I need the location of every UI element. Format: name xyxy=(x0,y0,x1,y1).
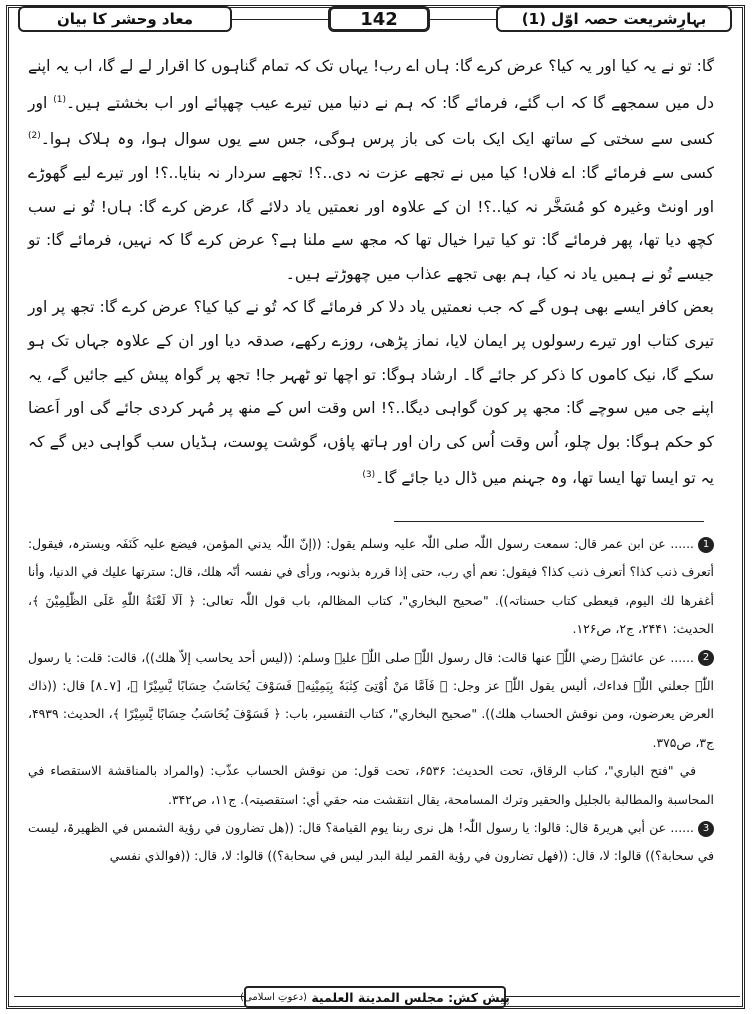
footnote-ref: (3) xyxy=(362,470,376,481)
footer-label: پیش کش: xyxy=(448,989,510,1005)
footnote-divider xyxy=(394,521,704,522)
main-text xyxy=(28,50,714,496)
chapter-title: معاد وحشر کا بیان xyxy=(18,6,232,32)
footer-org: مجلس المدینة العلمیة xyxy=(311,989,444,1005)
header-rule xyxy=(430,19,496,20)
footer-rule xyxy=(14,996,244,997)
paragraph: بعض کافر ایسے بھی ہوں گے کہ جب نعمتیں یاد دلا کر فرمائے گا کہ تُو نے کیا کیا؟ عرض کرے گا: تجھ پر اور تیری کتاب اور تیرے رسولوں پر ایمان لایا، نماز پڑھی، روزے رکھے، صدقہ دیا اور ان کے علاوہ جہاں تک ہو سکے گا، نیک کاموں کا ذکر کر جائے گا۔ ارشاد ہوگا: تو اچھا تو ٹھہر جا! تجھ پر گواہ پیش کیے جائیں گے، یہ اپنے جی میں سوچے گا: مجھ پر کون گواہی دیگا..؟! اس وقت اس کے منھ پر مُہر کردی جائے گی اور اَعضا کو حکم ہوگا: بول چلو، اُس وقت اُس کی ران اور ہاتھ پاؤں، گوشت پوست، ہڈیاں سب گواہی دیں گے کہ یہ تو ایسا تھا ایسا تھا، وہ جہنم میں ڈال دیا جائے گا۔$^{(3)}$ xyxy=(28,298,714,488)
paragraph: گا: تو نے یہ کیا اور یہ کیا؟ عرض کرے گا: ہاں اے رب! یہاں تک کہ تمام گناہوں کا اقرار لے لے گا، اب یہ اپنے دل میں سمجھے گا کہ اب گئے، فرمائے گا: کہ ہم نے دنیا میں تیرے عیب چھپائے اور اب بخشتے ہیں۔$^{(1)}$ اور کسی سے سختی کے ساتھ ایک ایک بات کی باز پرس ہوگی، جس سے یوں سوال ہوا، وہ ہلاک ہوا۔$^{(2)}$ کسی سے فرمائے گا: اے فلاں! کیا میں نے تجھے عزت نہ دی..؟! تجھے سردار نہ بنایا..؟! اور تیرے لیے گھوڑے اور اونٹ وغیرہ کو مُسَخَّر نہ کیا..؟! ان کے علاوہ اور نعمتیں یاد دلائے گا، عرض کرے گا: ہاں! تُو نے سب کچھ دیا تھا، پھر فرمائے گا: تو کیا تیرا خیال تھا کہ مجھ سے ملنا ہے؟ عرض کرے گا کہ نہیں، فرمائے گا: تو جیسے تُو نے ہمیں یاد نہ کیا، ہم بھی تجھے عذاب میں چھوڑتے ہیں۔ xyxy=(28,57,714,283)
footnote-1: 1...... عن ابن عمر قال: سمعت رسول اللّٰہ صلی اللّٰہ علیہ وسلم یقول: ((إنّ اللّٰہ یدني المؤمن، فیضع علیہ کَنَفَہ ویسترہ، فیقول: أتعرف ذنب کذا؟ أتعرف ذنب کذا؟ فیقول: نعم أي رب، حتی إذا قررہ بذنوبہ، ورأی في نفسہ أنّہ ھلك، قال: سترتھا علیك في الدنیا، وأنا أغفرھا لك الیوم، فیعطی کتاب حسناتہ)). "صحیح البخاري"، کتاب المظالم، باب قول اللّٰہ تعالی: ﴿ اَلَا لَعْنَةُ اللّٰهِ عَلَى الظّٰلِمِیْنَ ﴾، الحدیث: ۲۴۴۱، ج۲، ص۱۲۶. xyxy=(28,536,714,637)
footnote-number: 1 xyxy=(698,537,714,553)
page-number: 142 xyxy=(328,6,430,32)
footer-publisher xyxy=(240,986,510,1008)
header-rule xyxy=(232,19,328,20)
footnotes xyxy=(28,530,714,871)
footnote-2: 2...... عن عائشۃ رضي اللّٰہ عنھا قالت: قال رسول اللّٰہ صلی اللّٰہ علیہ وسلم: ((لیس أحد یحاسب إلاّ ھلك))، قالت: قلت: یا رسول اللّٰہ جعلني اللّٰہ فداءك، ألیس یقول اللّٰہ عز وجل: ﴿ فَاَمَّا مَنْ اُوْتِیَ كِتٰبَهٗ بِیَمِیْنِهٖ فَسَوْفَ یُحَاسَبُ حِسَابًا یَّسِیْرًا ﴾، [۷۔۸] قال: ((ذاك العرض یعرضون، ومن نوقش الحساب ھلك)). "صحیح البخاري"، کتاب التفسیر، باب: ﴿ فَسَوْفَ یُحَاسَبُ حِسَابًا یَّسِیْرًا ﴾، الحدیث: ۴۹۳۹، ج۳، ص۳۷۵. xyxy=(28,649,714,750)
footer-rule xyxy=(506,996,740,997)
book-title: بہارِشریعت حصہ اوّل (1) xyxy=(496,6,732,32)
footer-sub: (دعوتِ اسلامی) xyxy=(240,991,307,1003)
footnote-3: 3...... عن أبي ھریرۃ قال: قالوا: یا رسول اللّٰہ! ھل نری ربنا یوم القیامة؟ قال: ((ھل تضارون في رؤیة الشمس في الظھیرۃ، لیست في سحابة؟)) قالوا: لا، قال: ((فھل تضارون في رؤیة القمر لیلة البدر لیس في سحابة؟)) قالوا: لا، قال: ((فوالذي نفسي xyxy=(28,820,714,864)
footnote-ref: (1) xyxy=(53,94,66,105)
footnote-number: 3 xyxy=(698,821,714,837)
footnote-number: 2 xyxy=(698,650,714,666)
footnote-ref: (2) xyxy=(28,131,41,142)
footnote-2-cont: في "فتح الباري"، کتاب الرقاق، تحت الحدیث: ۶۵۳۶، تحت قول: من نوقش الحساب عذّب: (والمراد بالمناقشة الاستقصاء في المحاسبة والمطالبة بالجلیل والحقیر وترك المسامحة، یقال انتقشت منہ حقي أي: استقصیتہ). ج۱۱، ص۳۴۲. xyxy=(28,763,714,807)
